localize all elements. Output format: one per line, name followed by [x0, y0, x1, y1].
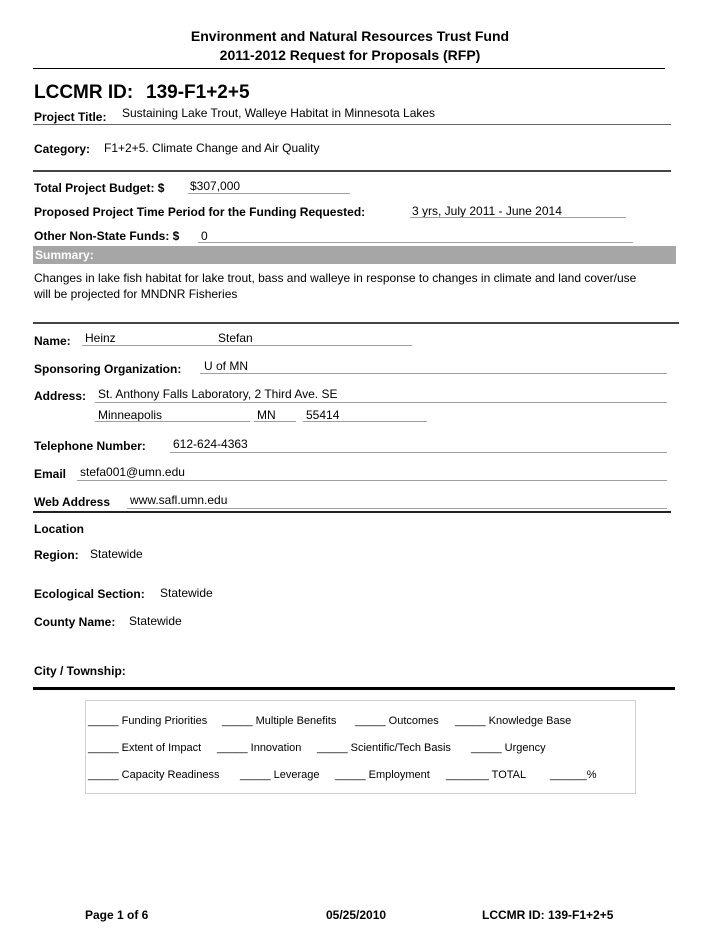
category-value: F1+2+5. Climate Change and Air Quality [104, 141, 320, 155]
lccmr-id-label: LCCMR ID: [34, 82, 134, 103]
address-line1-underline [95, 402, 667, 403]
telephone-underline [170, 452, 667, 453]
address-label: Address: [34, 389, 87, 403]
header-rule [33, 68, 665, 69]
county-label: County Name: [34, 615, 116, 629]
doc-title-line1: Environment and Natural Resources Trust Fund [190, 28, 510, 44]
score-scientific-tech-basis: _____ Scientific/Tech Basis [317, 742, 451, 754]
sponsor-org-underline [200, 373, 667, 374]
time-period-underline [410, 217, 626, 218]
zip-value: 55414 [306, 408, 340, 422]
location-heading: Location [34, 522, 84, 536]
web-address-underline [127, 508, 667, 509]
email-underline [77, 480, 667, 481]
summary-label: Summary: [35, 248, 94, 262]
footer-page-number: Page 1 of 6 [85, 908, 149, 922]
city-township-label: City / Township: [34, 664, 126, 678]
city-underline [95, 421, 250, 422]
project-title-value: Sustaining Lake Trout, Walleye Habitat in Minnesota Lakes [122, 106, 436, 120]
zip-underline [303, 421, 427, 422]
score-urgency: _____ Urgency [471, 742, 546, 754]
lccmr-id-value: 139-F1+2+5 [146, 82, 250, 103]
summary-bar [33, 246, 676, 264]
time-period-label: Proposed Project Time Period for the Funding Requested: [34, 205, 366, 219]
project-title-label: Project Title: [34, 110, 107, 124]
region-label: Region: [34, 548, 79, 562]
rule-after-location [33, 687, 675, 690]
county-value: Statewide [129, 614, 182, 628]
telephone-label: Telephone Number: [34, 439, 146, 453]
rule-after-contact [33, 511, 671, 513]
other-funds-underline [198, 242, 633, 243]
web-address-label: Web Address [34, 495, 111, 509]
score-knowledge-base: _____ Knowledge Base [455, 715, 572, 727]
city-value: Minneapolis [98, 408, 163, 422]
score-outcomes: _____ Outcomes [355, 715, 439, 727]
telephone-value: 612-624-4363 [173, 437, 248, 451]
score-percent: ______% [550, 769, 597, 781]
web-address-value[interactable]: www.safl.umn.edu [130, 493, 228, 507]
rule-after-category [33, 170, 671, 172]
score-capacity-readiness: _____ Capacity Readiness [88, 769, 220, 781]
total-budget-underline [188, 193, 350, 194]
eco-section-label: Ecological Section: [34, 587, 145, 601]
rule-after-summary [33, 322, 679, 324]
score-funding-priorities: _____ Funding Priorities [88, 715, 208, 727]
score-leverage: _____ Leverage [240, 769, 320, 781]
score-extent-of-impact: _____ Extent of Impact [88, 742, 202, 754]
email-label: Email [34, 467, 67, 481]
region-value: Statewide [90, 547, 143, 561]
doc-title-line2: 2011-2012 Request for Proposals (RFP) [219, 47, 481, 63]
category-label: Category: [34, 142, 91, 156]
total-budget-label: Total Project Budget: $ [34, 181, 165, 195]
score-employment: _____ Employment [335, 769, 430, 781]
sponsor-org-value: U of MN [204, 359, 249, 373]
last-name-value: Stefan [218, 331, 253, 345]
first-name-value: Heinz [85, 331, 116, 345]
score-innovation: _____ Innovation [217, 742, 302, 754]
name-underline [82, 345, 412, 346]
summary-text: Changes in lake fish habitat for lake trout, bass and walleye in response to changes in climate and land cover/use will be projected for MNDNR Fisheries [34, 271, 637, 301]
score-multiple-benefits: _____ Multiple Benefits [222, 715, 337, 727]
total-budget-value: $307,000 [190, 179, 241, 193]
eco-section-value: Statewide [160, 586, 213, 600]
name-label: Name: [34, 334, 71, 348]
other-funds-label: Other Non-State Funds: $ [34, 229, 180, 243]
rule-after-title [33, 124, 671, 125]
footer-date: 05/25/2010 [326, 908, 387, 922]
sponsor-org-label: Sponsoring Organization: [34, 362, 182, 376]
state-value: MN [257, 408, 276, 422]
time-period-value: 3 yrs, July 2011 - June 2014 [412, 204, 562, 218]
footer-lccmr-id: LCCMR ID: 139-F1+2+5 [482, 908, 614, 922]
other-funds-value: 0 [201, 229, 208, 243]
score-total: _______ TOTAL [446, 769, 527, 781]
state-underline [254, 421, 296, 422]
email-value[interactable]: stefa001@umn.edu [80, 465, 185, 479]
address-line1-value: St. Anthony Falls Laboratory, 2 Third Ave. SE [98, 387, 338, 401]
